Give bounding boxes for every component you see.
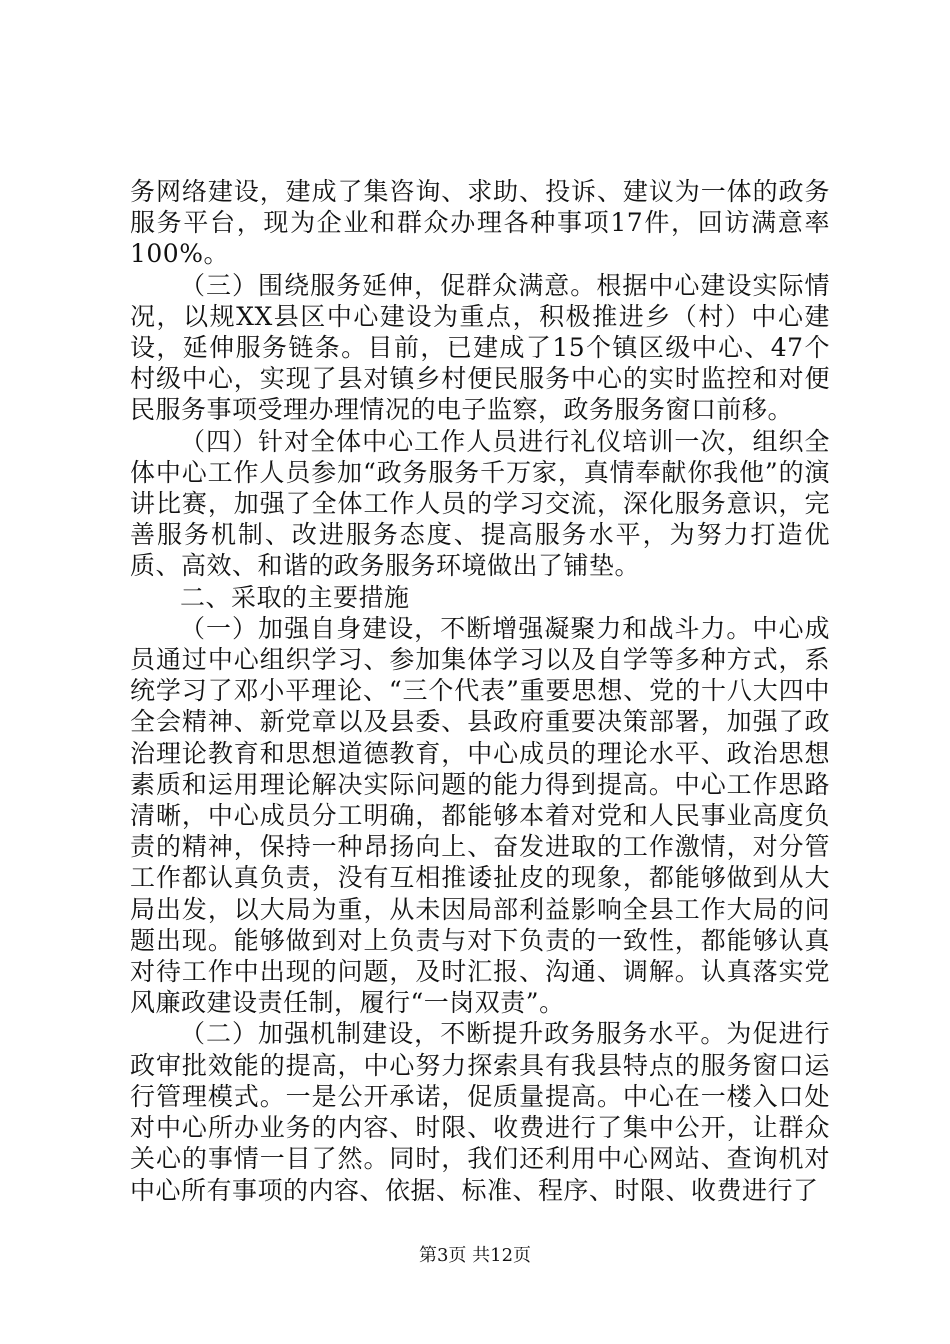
paragraph-measure-1: （一）加强自身建设，不断增强凝聚力和战斗力。中心成员通过中心组织学习、参加集体学习以及自学等多种方式，系统学习了邓小平理论、“三个代表”重要思想、党的十八大四中全会精神、新党章以及县委、县政府重要决策部署，加强了政治理论教育和思想道德教育，中心成员的理论水平、政治思想素质和运用理论解决实际问题的能力得到提高。中心工作思路清晰，中心成员分工明确，都能够本着对党和人民事业高度负责的精神，保持一种昂扬向上、奋发进取的工作激情，对分管工作都认真负责，没有互相推诿扯皮的现象，都能够做到从大局出发，以大局为重，从未因局部利益影响全县工作大局的问题出现。能够做到对上负责与对下负责的一致性，都能够认真对待工作中出现的问题，及时汇报、沟通、调解。认真落实党风廉政建设责任制，履行“一岗双责”。 [130,613,830,1018]
paragraph-section-3: （三）围绕服务延伸，促群众满意。根据中心建设实际情况，以规XX县区中心建设为重点，积极推进乡（村）中心建设，延伸服务链条。目前，已建成了15个镇区级中心、47个村级中心，实现了县对镇乡村便民服务中心的实时监控和对便民服务事项受理办理情况的电子监察，政务服务窗口前移。 [130,270,830,425]
section-heading-measures: 二、采取的主要措施 [180,582,410,612]
body-text [130,176,830,1206]
page-number-footer: 第3页 共12页 [418,1245,532,1266]
paragraph-measure-2: （二）加强机制建设，不断提升政务服务水平。为促进行政审批效能的提高，中心努力探索具有我县特点的服务窗口运行管理模式。一是公开承诺，促质量提高。中心在一楼入口处对中心所办业务的内容、时限、收费进行了集中公开，让群众关心的事情一目了然。同时，我们还利用中心网站、查询机对中心所有事项的内容、依据、标准、程序、时限、收费进行了 [130,1019,830,1205]
paragraph-continued: 务网络建设，建成了集咨询、求助、投诉、建议为一体的政务服务平台，现为企业和群众办理各种事项17件，回访满意率100%。 [130,177,830,269]
paragraph-section-4: （四）针对全体中心工作人员进行礼仪培训一次，组织全体中心工作人员参加“政务服务千万家，真情奉献你我他”的演讲比赛，加强了全体工作人员的学习交流，深化服务意识，完善服务机制、改进服务态度、提高服务水平，为努力打造优质、高效、和谐的政务服务环境做出了铺垫。 [130,426,830,581]
